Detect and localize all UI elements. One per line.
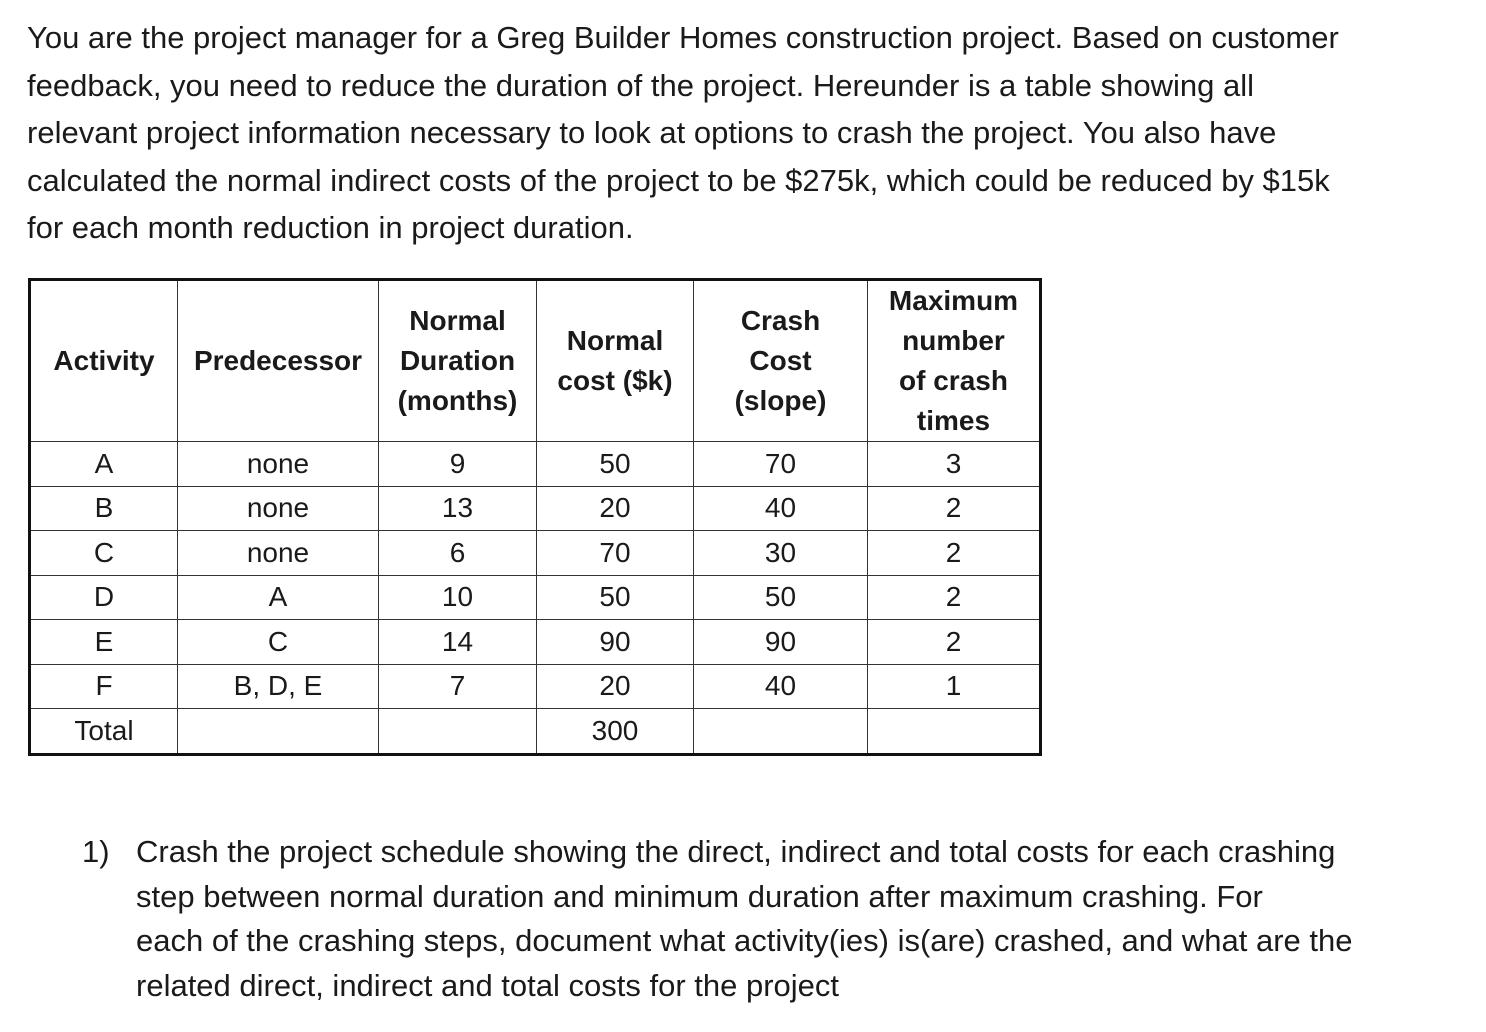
cell-max-crash: 2 (868, 620, 1041, 665)
question-number: 1) (82, 834, 110, 869)
cell-crash-cost: 40 (694, 664, 868, 709)
cell-empty (178, 709, 379, 755)
cell-duration: 6 (379, 531, 537, 576)
header-activity: Activity (30, 280, 178, 442)
cell-max-crash: 2 (868, 575, 1041, 620)
cell-activity: A (30, 442, 178, 487)
cell-duration: 10 (379, 575, 537, 620)
cell-total-cost: 300 (537, 709, 694, 755)
intro-line: for each month reduction in project duration. (27, 210, 634, 245)
header-normal-duration: Normal Duration (months) (379, 280, 537, 442)
question-line: related direct, indirect and total costs for the project (136, 967, 840, 1003)
cell-normal-cost: 50 (537, 575, 694, 620)
cell-max-crash: 1 (868, 664, 1041, 709)
cell-duration: 9 (379, 442, 537, 487)
cell-normal-cost: 20 (537, 486, 694, 531)
cell-crash-cost: 40 (694, 486, 868, 531)
table-row (30, 664, 1041, 709)
cell-duration: 13 (379, 486, 537, 531)
table-row (30, 531, 1041, 576)
intro-paragraph (27, 14, 1467, 252)
cell-crash-cost: 70 (694, 442, 868, 487)
cell-predecessor: none (178, 486, 379, 531)
cell-total-label: Total (30, 709, 178, 755)
cell-predecessor: none (178, 442, 379, 487)
cell-predecessor: B, D, E (178, 664, 379, 709)
cell-normal-cost: 90 (537, 620, 694, 665)
intro-line: relevant project information necessary to look at options to crash the project. You also have (27, 115, 1277, 150)
cell-activity: C (30, 531, 178, 576)
table-header-row (30, 280, 1041, 442)
table-row (30, 575, 1041, 620)
project-activity-table (28, 278, 1042, 756)
header-normal-cost: Normal cost ($k) (537, 280, 694, 442)
cell-duration: 7 (379, 664, 537, 709)
question-line: Crash the project schedule showing the direct, indirect and total costs for each crashing (136, 834, 1336, 869)
header-crash-cost: Crash Cost (slope) (694, 280, 868, 442)
table-row (30, 442, 1041, 487)
cell-empty (694, 709, 868, 755)
cell-duration: 14 (379, 620, 537, 665)
cell-empty (379, 709, 537, 755)
cell-predecessor: A (178, 575, 379, 620)
header-max-crash-times: Maximum number of crash times (868, 280, 1041, 442)
question-1 (82, 830, 1462, 1008)
header-predecessor: Predecessor (178, 280, 379, 442)
cell-activity: F (30, 664, 178, 709)
table-row (30, 620, 1041, 665)
table-row (30, 486, 1041, 531)
cell-activity: E (30, 620, 178, 665)
cell-activity: B (30, 486, 178, 531)
cell-crash-cost: 90 (694, 620, 868, 665)
intro-line: You are the project manager for a Greg Builder Homes construction project. Based on customer (27, 20, 1339, 55)
cell-normal-cost: 70 (537, 531, 694, 576)
cell-empty (868, 709, 1041, 755)
question-line: step between normal duration and minimum duration after maximum crashing. For (136, 878, 1263, 914)
cell-max-crash: 3 (868, 442, 1041, 487)
table-total-row (30, 709, 1041, 755)
cell-predecessor: C (178, 620, 379, 665)
question-text (136, 830, 1353, 1008)
intro-line: calculated the normal indirect costs of the project to be $275k, which could be reduced by $15k (27, 162, 1330, 198)
cell-normal-cost: 20 (537, 664, 694, 709)
cell-max-crash: 2 (868, 486, 1041, 531)
question-line: each of the crashing steps, document what activity(ies) is(are) crashed, and what are the (136, 923, 1353, 958)
cell-crash-cost: 30 (694, 531, 868, 576)
intro-line: feedback, you need to reduce the duration of the project. Hereunder is a table showing all (27, 67, 1255, 103)
cell-normal-cost: 50 (537, 442, 694, 487)
cell-activity: D (30, 575, 178, 620)
cell-crash-cost: 50 (694, 575, 868, 620)
cell-max-crash: 2 (868, 531, 1041, 576)
cell-predecessor: none (178, 531, 379, 576)
